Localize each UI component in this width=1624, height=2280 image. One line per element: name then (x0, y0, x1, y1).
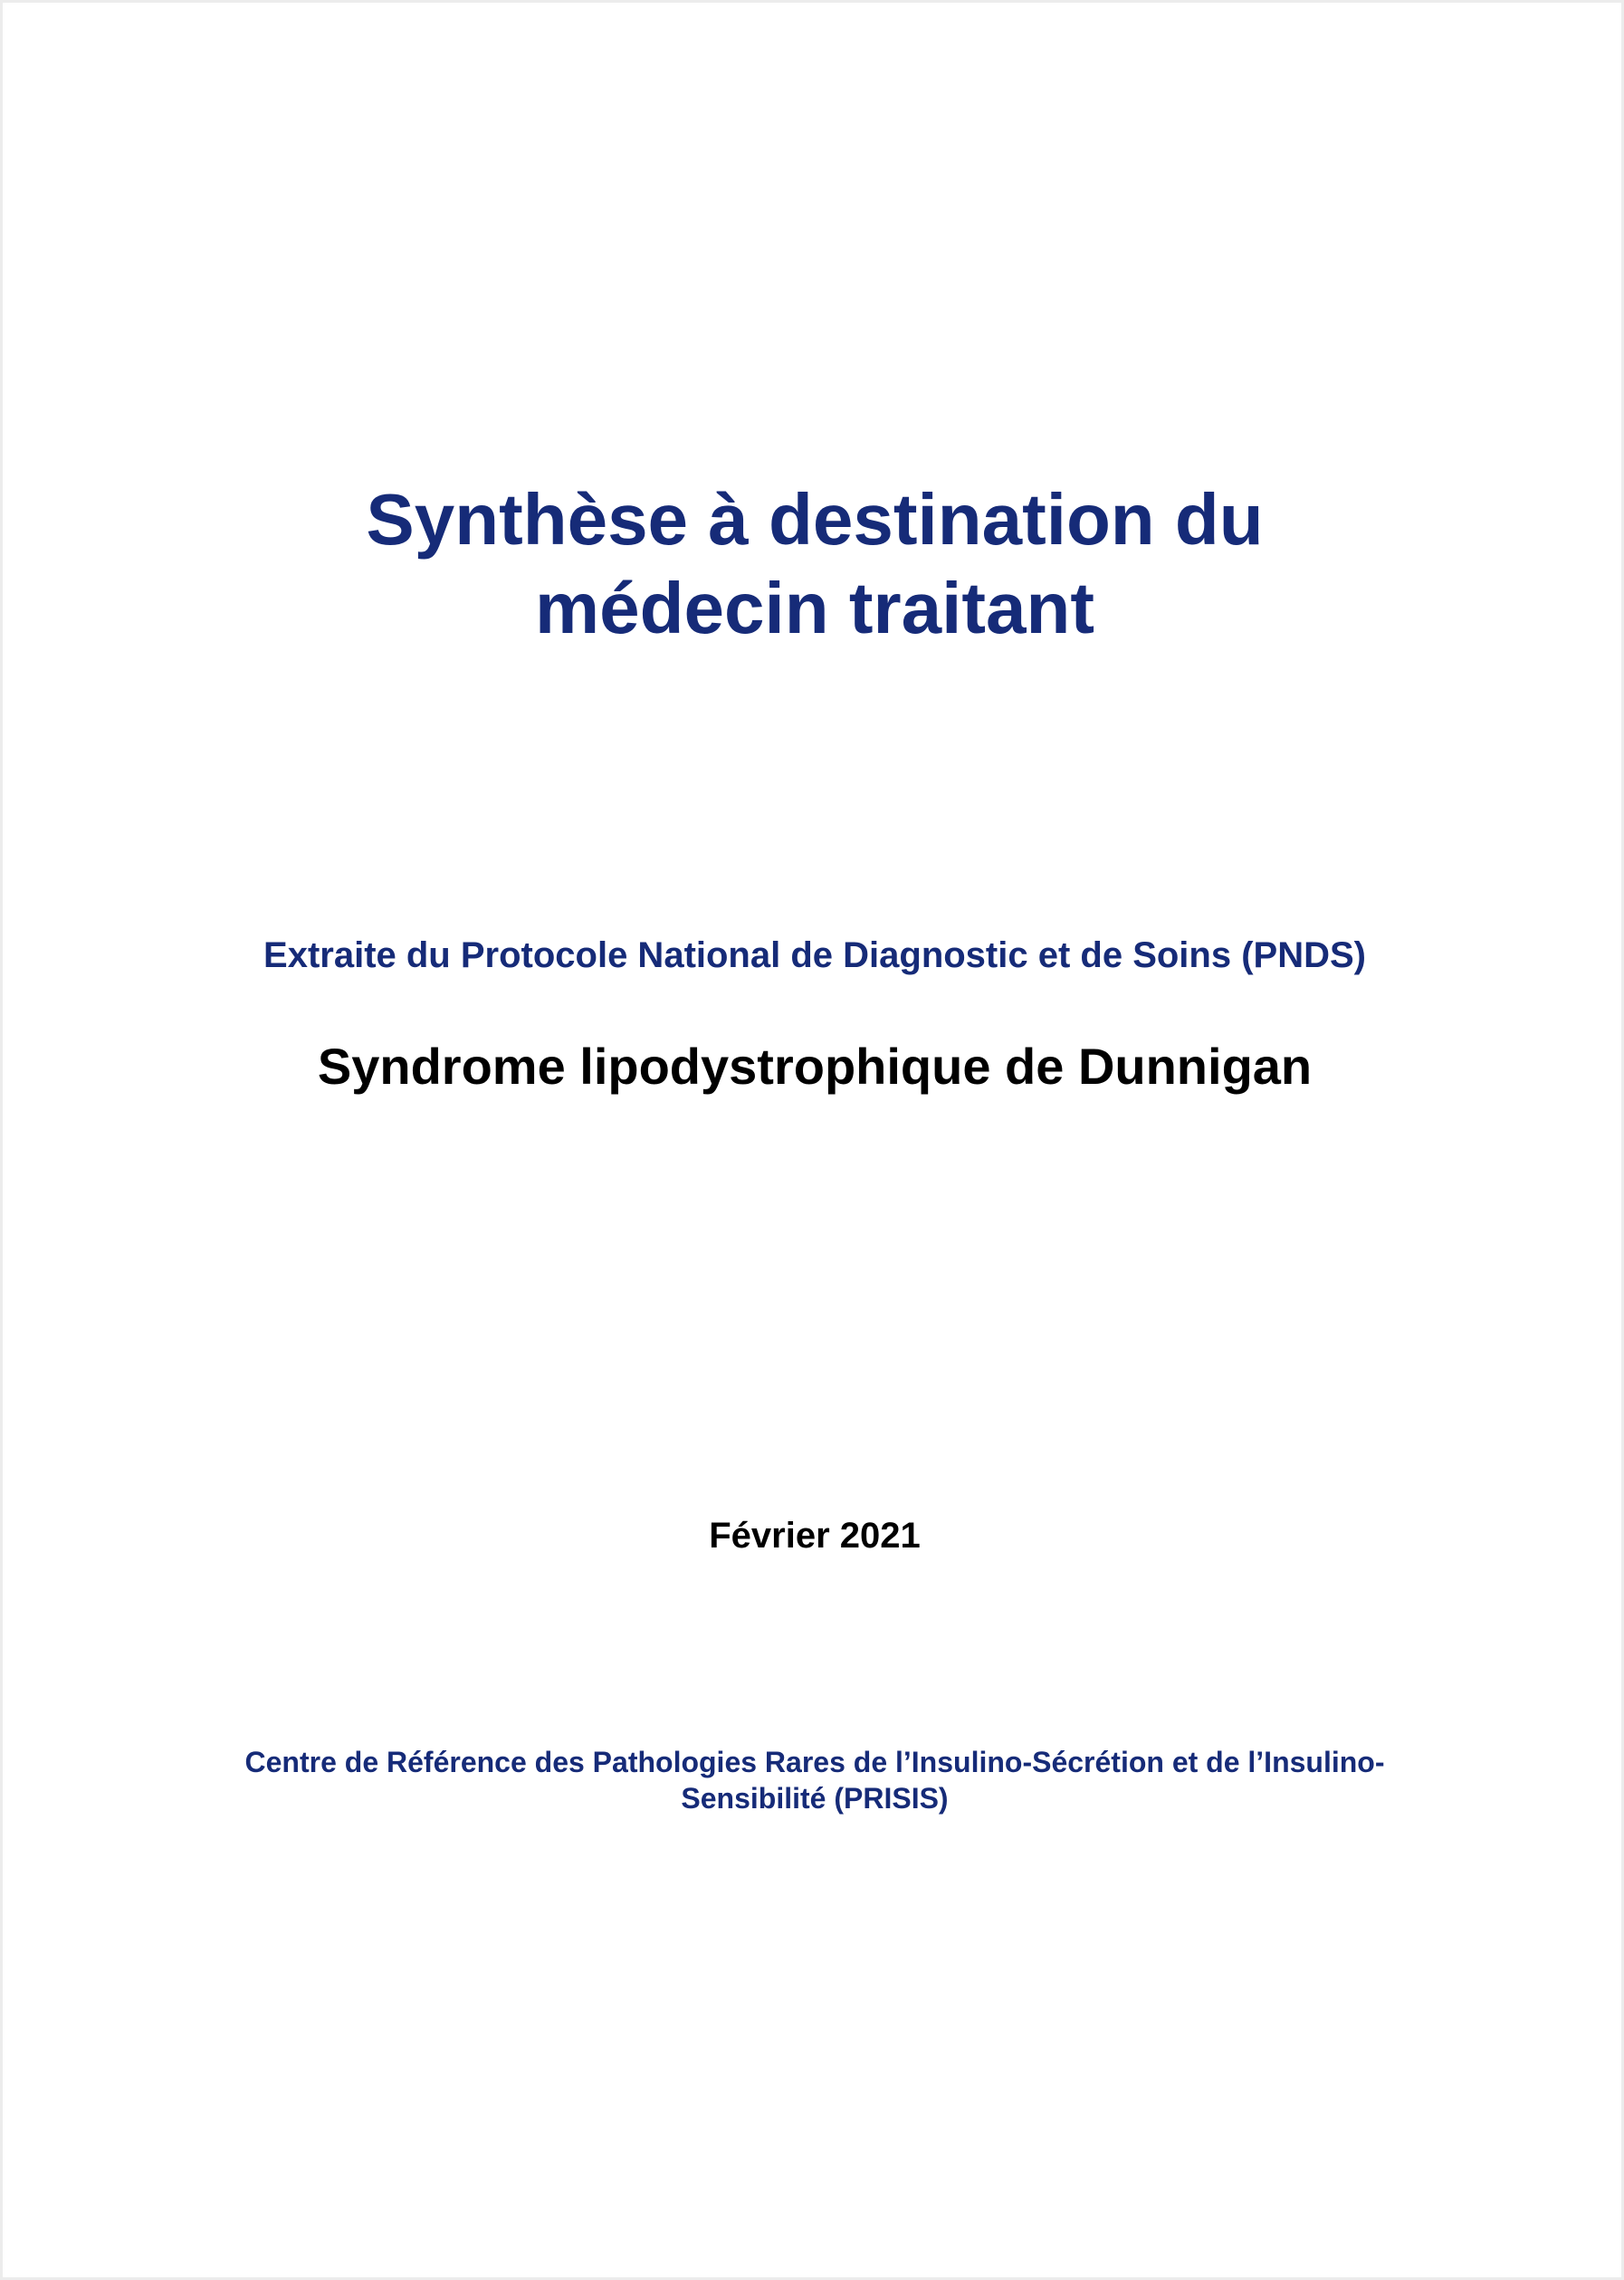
publication-date: Février 2021 (709, 1516, 921, 1556)
reference-centre (3, 1744, 1624, 1816)
title-line-2: médecin traitant (535, 568, 1094, 648)
centre-line-1: Centre de Référence des Pathologies Rares de l’Insulino-Sécrétion et de l’Insulino- (244, 1746, 1385, 1778)
disease-name: Syndrome lipodystrophique de Dunnigan (317, 1038, 1313, 1095)
centre-line-2: Sensibilité (PRISIS) (681, 1782, 949, 1815)
title-line-1: Synthèse à destination du (366, 479, 1264, 560)
document-subtitle: Extraite du Protocole National de Diagnostic et de Soins (PNDS) (263, 935, 1366, 975)
document-title (3, 475, 1624, 653)
